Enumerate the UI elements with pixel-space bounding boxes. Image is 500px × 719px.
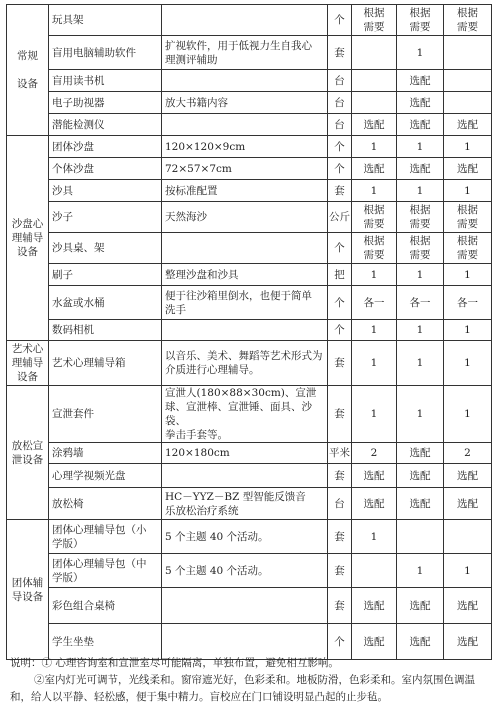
unit-cell: 个 [328, 320, 352, 341]
quantity-cell-2: 各一 [397, 286, 444, 320]
unit-cell: 公斤 [328, 202, 352, 233]
quantity-cell-3: 1 [444, 136, 492, 158]
table-row [7, 114, 492, 136]
quantity-cell-1: 选配 [352, 158, 397, 180]
item-name-cell: 电子助视器 [49, 92, 162, 114]
quantity-cell-1: 1 [352, 264, 397, 286]
item-description-cell: 72×57×7cm [162, 158, 328, 180]
quantity-cell-1: 1 [352, 386, 397, 443]
unit-cell: 套 [328, 36, 352, 70]
quantity-cell-2: 根据 需要 [397, 233, 444, 264]
quantity-cell-3: 各一 [444, 286, 492, 320]
quantity-cell-3: 1 [444, 320, 492, 341]
quantity-cell-1 [352, 92, 397, 114]
unit-cell: 个 [328, 233, 352, 264]
unit-cell: 套 [328, 180, 352, 202]
table-row [7, 386, 492, 443]
item-name-cell: 艺术心理辅导箱 [49, 341, 162, 386]
unit-cell: 台 [328, 114, 352, 136]
quantity-cell-1 [352, 554, 397, 588]
quantity-cell-1: 1 [352, 341, 397, 386]
item-description-cell: 整理沙盘和沙具 [162, 264, 328, 286]
quantity-cell-3: 1 [444, 386, 492, 443]
quantity-cell-2: 选配 [397, 70, 444, 92]
item-name-cell: 玩具架 [49, 5, 162, 36]
unit-cell: 个 [328, 624, 352, 660]
quantity-cell-2: 根据 需要 [397, 202, 444, 233]
unit-cell: 个 [328, 5, 352, 36]
item-description-cell: 5 个主题 40 个活动。 [162, 520, 328, 554]
quantity-cell-2: 选配 [397, 158, 444, 180]
quantity-cell-2: 1 [397, 341, 444, 386]
quantity-cell-1 [352, 70, 397, 92]
item-name-cell: 心理学视频光盘 [49, 464, 162, 488]
item-name-cell: 水盆或水桶 [49, 286, 162, 320]
quantity-cell-1: 1 [352, 320, 397, 341]
item-name-cell: 潜能检测仪 [49, 114, 162, 136]
quantity-cell-3: 选配 [444, 464, 492, 488]
quantity-cell-1: 选配 [352, 464, 397, 488]
quantity-cell-2: 1 [397, 136, 444, 158]
quantity-cell-3: 选配 [444, 624, 492, 660]
table-row [7, 180, 492, 202]
quantity-cell-3: 选配 [444, 588, 492, 624]
quantity-cell-1: 选配 [352, 488, 397, 520]
table-row [7, 286, 492, 320]
quantity-cell-2: 选配 [397, 114, 444, 136]
quantity-cell-2: 1 [397, 180, 444, 202]
quantity-cell-3: 1 [444, 264, 492, 286]
table-row [7, 588, 492, 624]
quantity-cell-3: 选配 [444, 488, 492, 520]
table-row [7, 443, 492, 464]
quantity-cell-3 [444, 70, 492, 92]
quantity-cell-3: 1 [444, 554, 492, 588]
table-row [7, 488, 492, 520]
quantity-cell-2 [397, 520, 444, 554]
item-description-cell: 便于往沙箱里倒水，也便于简单 洗手 [162, 286, 328, 320]
item-description-cell: 宣泄人(180×88×30cm)、宣泄 球、宣泄棒、宣泄锤、面具、沙袋、 拳击手套等。 [162, 386, 328, 443]
unit-cell: 台 [328, 488, 352, 520]
unit-cell: 套 [328, 341, 352, 386]
table-row [7, 136, 492, 158]
quantity-cell-3: 根据 需要 [444, 5, 492, 36]
unit-cell: 套 [328, 464, 352, 488]
unit-cell: 平米 [328, 443, 352, 464]
item-name-cell: 团体沙盘 [49, 136, 162, 158]
item-name-cell: 刷子 [49, 264, 162, 286]
category-cell: 放松宣 泄设备 [7, 386, 49, 520]
item-name-cell: 沙具桌、架 [49, 233, 162, 264]
quantity-cell-1: 根据 需要 [352, 233, 397, 264]
quantity-cell-2: 选配 [397, 464, 444, 488]
item-name-cell: 盲用读书机 [49, 70, 162, 92]
quantity-cell-2: 选配 [397, 624, 444, 660]
item-name-cell: 数码相机 [49, 320, 162, 341]
unit-cell: 个 [328, 136, 352, 158]
quantity-cell-1: 1 [352, 520, 397, 554]
unit-cell: 个 [328, 286, 352, 320]
item-description-cell: 放大书籍内容 [162, 92, 328, 114]
item-name-cell: 盲用电脑辅助软件 [49, 36, 162, 70]
quantity-cell-3: 1 [444, 180, 492, 202]
equipment-table [6, 4, 492, 660]
item-description-cell [162, 464, 328, 488]
quantity-cell-1: 选配 [352, 624, 397, 660]
item-description-cell: 以音乐、美术、舞蹈等艺术形式为 介质进行心理辅导。 [162, 341, 328, 386]
table-row [7, 341, 492, 386]
quantity-cell-1: 2 [352, 443, 397, 464]
quantity-cell-2: 1 [397, 386, 444, 443]
quantity-cell-3 [444, 92, 492, 114]
quantity-cell-2: 1 [397, 264, 444, 286]
quantity-cell-1: 根据 需要 [352, 5, 397, 36]
unit-cell: 套 [328, 554, 352, 588]
table-row [7, 158, 492, 180]
quantity-cell-3: 选配 [444, 158, 492, 180]
item-name-cell: 放松椅 [49, 488, 162, 520]
item-description-cell: 120×120×9cm [162, 136, 328, 158]
quantity-cell-3: 1 [444, 341, 492, 386]
table-row [7, 320, 492, 341]
note-line-2: ②室内灯光可调节，光线柔和。窗帘遮光好，色彩柔和。地板防滑，色彩柔和。室内氛围色调温 [34, 674, 475, 686]
item-description-cell [162, 320, 328, 341]
quantity-cell-3: 2 [444, 443, 492, 464]
quantity-cell-2: 1 [397, 36, 444, 70]
unit-cell: 套 [328, 588, 352, 624]
item-description-cell: 扩视软件，用于低视力生自我心 理测评辅助 [162, 36, 328, 70]
quantity-cell-2: 1 [397, 554, 444, 588]
quantity-cell-2: 选配 [397, 488, 444, 520]
quantity-cell-1: 1 [352, 180, 397, 202]
item-description-cell [162, 70, 328, 92]
item-name-cell: 个体沙盘 [49, 158, 162, 180]
table-row [7, 554, 492, 588]
unit-cell: 台 [328, 92, 352, 114]
item-description-cell [162, 233, 328, 264]
quantity-cell-3: 选配 [444, 114, 492, 136]
table-row [7, 464, 492, 488]
item-description-cell: 120×180cm [162, 443, 328, 464]
table-row [7, 5, 492, 36]
category-cell: 常规 设备 [7, 5, 49, 136]
quantity-cell-1 [352, 36, 397, 70]
category-cell: 沙盘心 理辅导 设备 [7, 136, 49, 341]
note-line-3: 和，给人以平静、轻松感，便于集中精力。盲校应在门口铺设明显凸起的止步毡。 [10, 691, 388, 703]
quantity-cell-2: 选配 [397, 588, 444, 624]
item-description-cell: 5 个主题 40 个活动。 [162, 554, 328, 588]
table-row [7, 92, 492, 114]
unit-cell: 台 [328, 70, 352, 92]
table-row [7, 264, 492, 286]
unit-cell: 套 [328, 386, 352, 443]
note-line-1: 说明：① 心理咨询室和宣泄室尽可能隔离，单独布置，避免相互影响。 [10, 657, 339, 669]
item-name-cell: 涂鸦墙 [49, 443, 162, 464]
item-name-cell: 团体心理辅导包（中 学版） [49, 554, 162, 588]
quantity-cell-1: 各一 [352, 286, 397, 320]
quantity-cell-1: 选配 [352, 114, 397, 136]
table-row [7, 233, 492, 264]
unit-cell: 把 [328, 264, 352, 286]
quantity-cell-2: 选配 [397, 443, 444, 464]
item-name-cell: 沙子 [49, 202, 162, 233]
item-description-cell [162, 588, 328, 624]
item-name-cell: 沙具 [49, 180, 162, 202]
quantity-cell-3 [444, 36, 492, 70]
item-name-cell: 彩色组合桌椅 [49, 588, 162, 624]
item-description-cell: 按标准配置 [162, 180, 328, 202]
quantity-cell-2: 选配 [397, 92, 444, 114]
quantity-cell-1: 1 [352, 136, 397, 158]
table-row [7, 202, 492, 233]
item-name-cell: 宣泄套件 [49, 386, 162, 443]
category-cell: 艺术心 理辅导 设备 [7, 341, 49, 386]
item-name-cell: 学生坐垫 [49, 624, 162, 660]
quantity-cell-2: 根据 需要 [397, 5, 444, 36]
unit-cell: 个 [328, 158, 352, 180]
item-name-cell: 团体心理辅导包（小 学版） [49, 520, 162, 554]
unit-cell: 套 [328, 520, 352, 554]
quantity-cell-2: 1 [397, 320, 444, 341]
quantity-cell-3: 根据 需要 [444, 233, 492, 264]
quantity-cell-1: 选配 [352, 588, 397, 624]
category-cell: 团体辅 导设备 [7, 520, 49, 660]
table-row [7, 36, 492, 70]
item-description-cell [162, 5, 328, 36]
item-description-cell: 天然海沙 [162, 202, 328, 233]
item-description-cell [162, 114, 328, 136]
table-row [7, 520, 492, 554]
table-row [7, 70, 492, 92]
item-description-cell: HC－YYZ－BZ 型智能反馈音 乐放松治疗系统 [162, 488, 328, 520]
quantity-cell-3 [444, 520, 492, 554]
quantity-cell-1: 根据 需要 [352, 202, 397, 233]
notes-section [10, 655, 492, 706]
quantity-cell-3: 根据 需要 [444, 202, 492, 233]
